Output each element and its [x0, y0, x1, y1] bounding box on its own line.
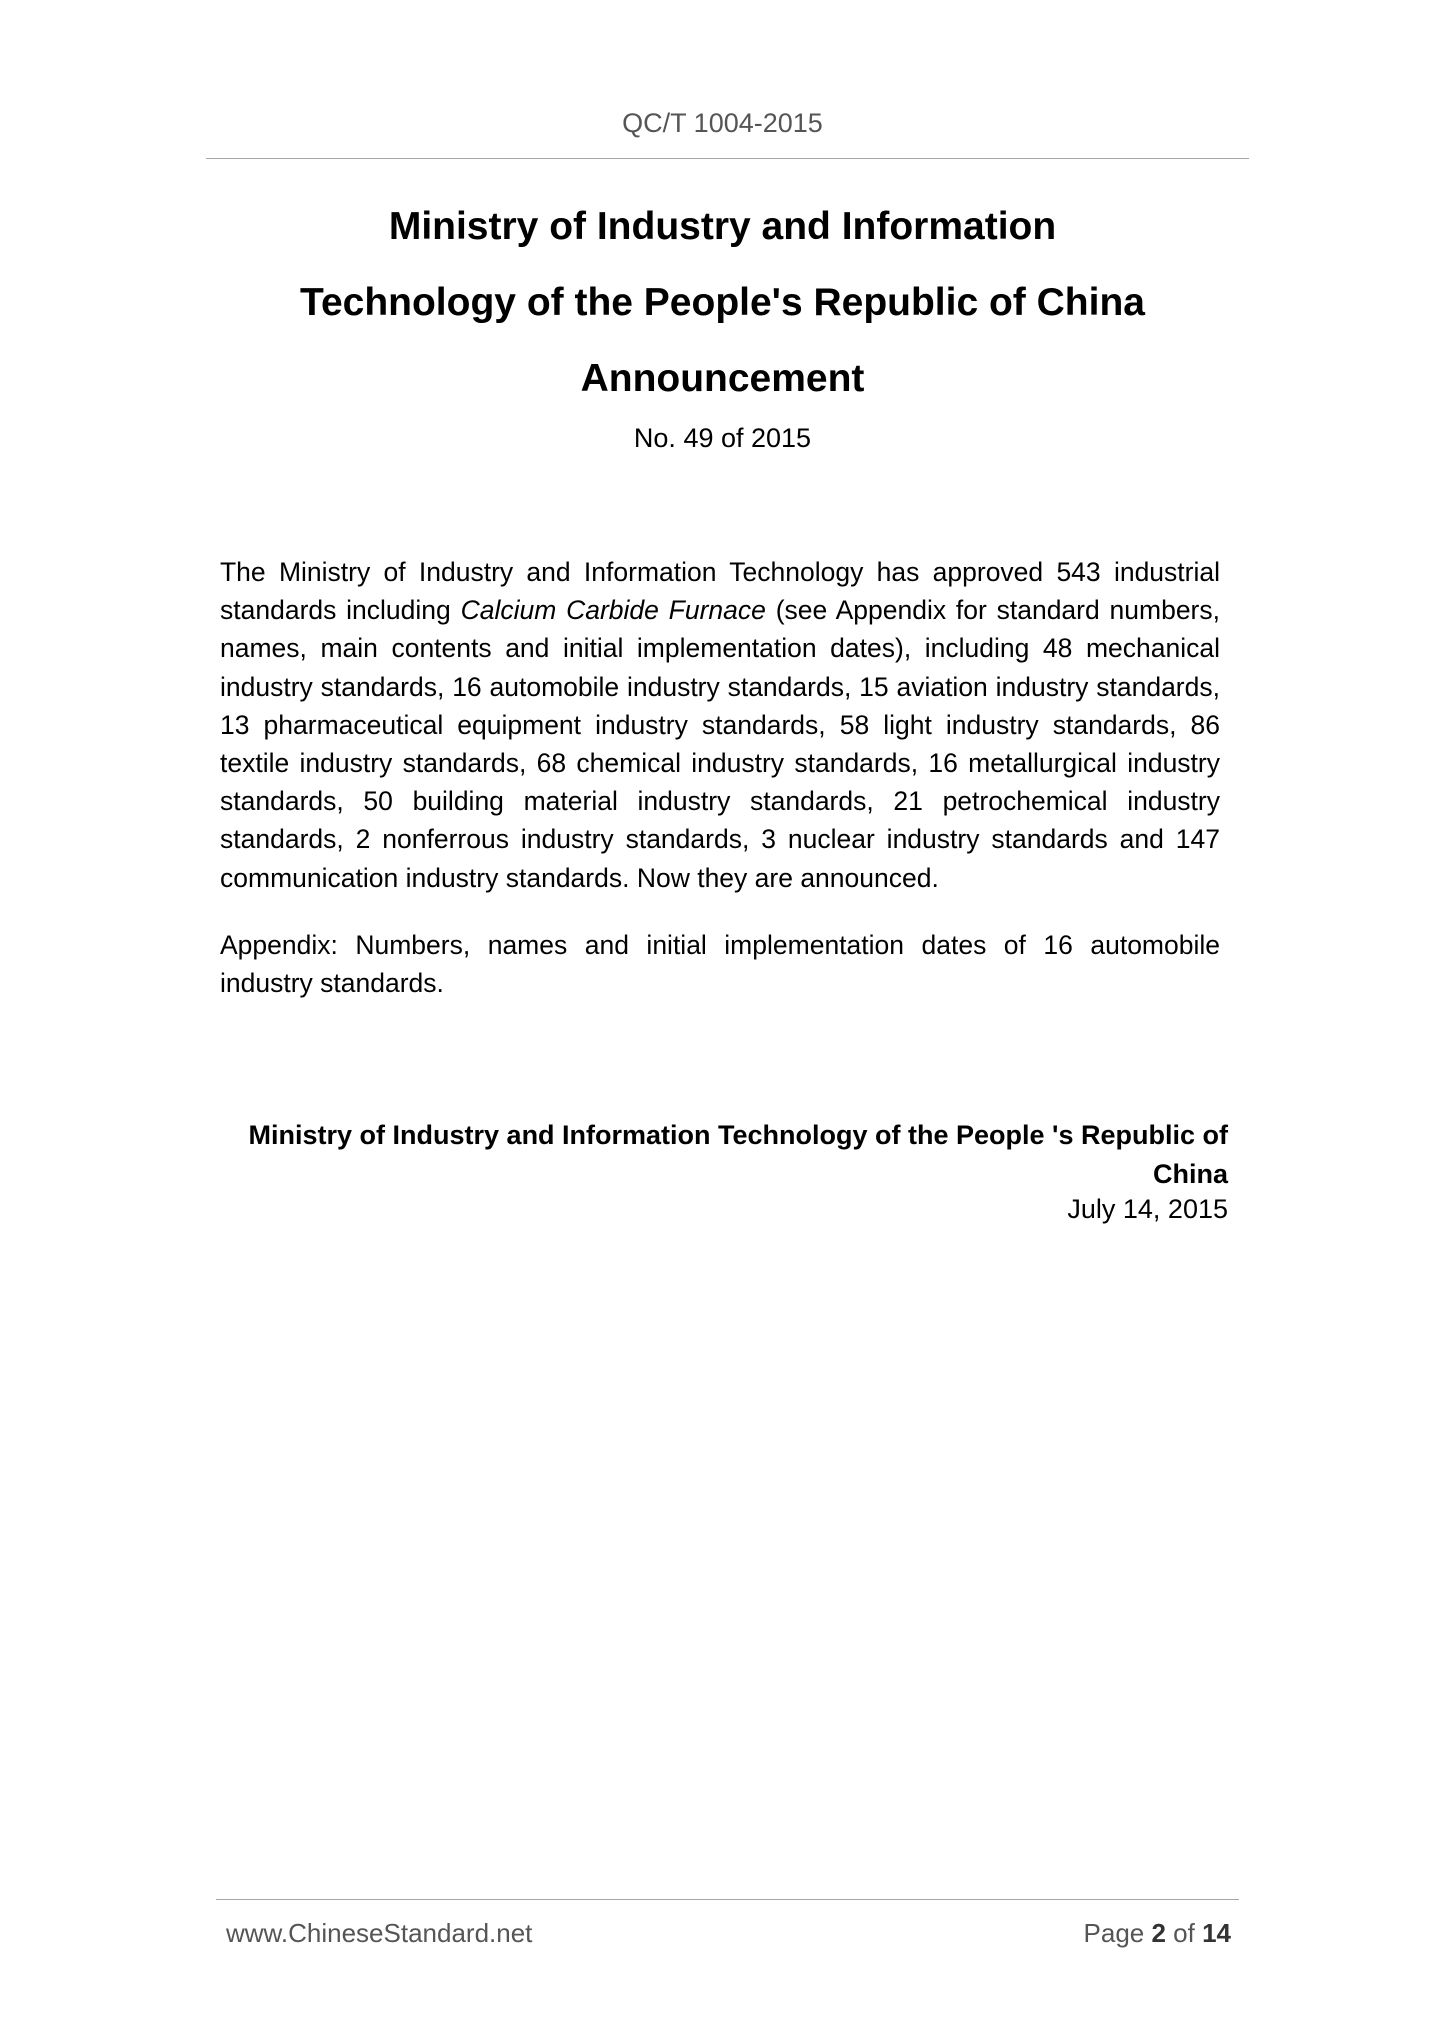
body-paragraph-appendix: Appendix: Numbers, names and initial implementation dates of 16 automobile industry standards.: [220, 930, 1220, 999]
page-of: of: [1165, 1918, 1203, 1948]
title-line-3: Announcement: [580, 357, 865, 400]
para1-text-start: The Ministry of Industry and Information Technology has approved 543 industrial standards including: [220, 557, 1220, 626]
footer-website: www.ChineseStandard.net: [226, 1918, 533, 1948]
title-line-2: Technology of the People's Republic of China: [300, 281, 1145, 324]
title-line-1: Ministry of Industry and Information: [388, 205, 1057, 248]
signature-line-2: China: [1152, 1158, 1228, 1189]
page-indicator: [900, 1918, 1231, 1949]
signature-date: July 14, 2015: [1067, 1194, 1228, 1224]
signature-line-1: Ministry of Industry and Information Technology of the People 's Republic of: [248, 1120, 1228, 1150]
document-code: QC/T 1004-2015: [622, 108, 823, 138]
para1-text-end: (see Appendix for standard numbers, names, main contents and initial implementation dates), including 48 mechanical industry standards, 16 automobile industry standards, 15 aviation industry standards, 13 pharmaceutical equipment industry standards, 58 light industry standards, 86 textile industry standards, 68 chemical industry standards, 16 metallurgical industry standards, 50 building material industry standards, 21 petrochemical industry standards, 2 nonferrous industry standards, 3 nuclear industry standards and 147 communication industry standards. Now they are announced.: [220, 595, 1220, 893]
footer-divider: [216, 1899, 1239, 1900]
para1-italic-title: Calcium Carbide Furnace: [460, 595, 766, 626]
page-total: 14: [1202, 1918, 1231, 1948]
signature-block: [220, 1116, 1228, 1193]
header-divider: [206, 158, 1249, 159]
page-current: 2: [1151, 1918, 1166, 1948]
announcement-number: No. 49 of 2015: [633, 423, 812, 453]
body-paragraph-1: [220, 553, 1220, 897]
page-prefix: Page: [1083, 1918, 1152, 1948]
